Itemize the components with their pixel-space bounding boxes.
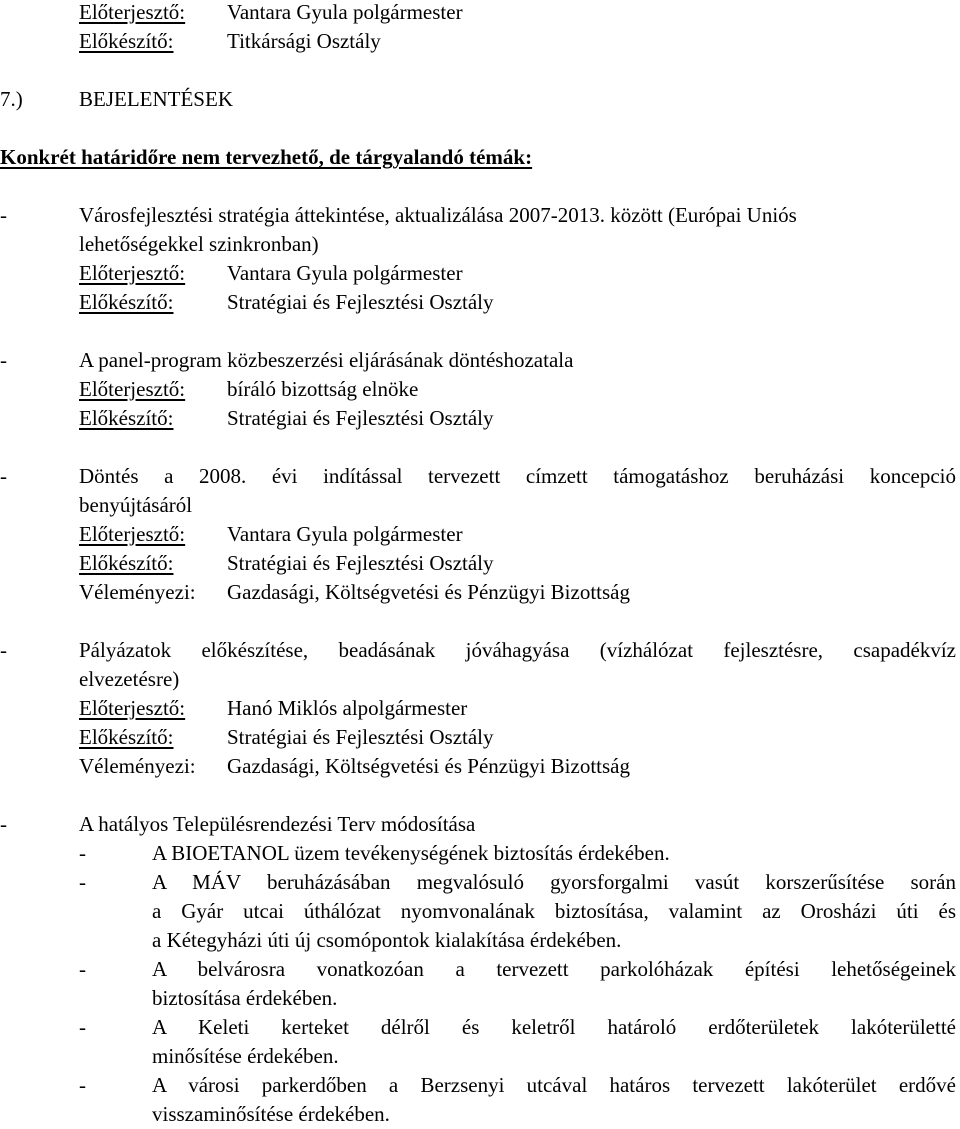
eloterjeszto-value: bíráló bizottság elnöke [227, 377, 419, 401]
elokeszito-value: Stratégiai és Fejlesztési Osztály [227, 290, 494, 314]
subitem-text: biztosítása érdekében. [152, 986, 338, 1010]
velemenyezi-label: Véleményezi: [79, 754, 196, 778]
list-item-text: benyújtásáról [79, 493, 193, 517]
list-item-bullet: - [0, 812, 7, 836]
subitem-bullet: - [79, 957, 86, 981]
velemenyezi-value: Gazdasági, Költségvetési és Pénzügyi Bizottság [227, 754, 630, 778]
elokeszito-value: Titkársági Osztály [227, 29, 381, 53]
list-item-text: Városfejlesztési stratégia áttekintése, aktualizálása 2007-2013. között (Európai Uniós [79, 203, 797, 227]
subitem-text: A Keleti kerteket délről és keletről határoló erdőterületek lakóterületté [152, 1015, 956, 1039]
elokeszito-label: Előkészítő: [79, 725, 174, 749]
subitem-bullet: - [79, 870, 86, 894]
item-elokeszito [79, 549, 494, 578]
item-elokeszito [79, 723, 494, 752]
subitem-text: A városi parkerdőben a Berzsenyi utcával határos tervezett lakóterület erdővé [152, 1073, 956, 1097]
section-heading [0, 85, 233, 114]
list-item-bullet: - [0, 464, 7, 488]
subitem-text: a Gyár utcai úthálózat nyomvonalának biztosítása, valamint az Orosházi úti és [152, 899, 956, 923]
section-title: BEJELENTÉSEK [79, 87, 233, 111]
item-eloterjeszto [79, 259, 463, 288]
eloterjeszto-value: Vantara Gyula polgármester [227, 522, 463, 546]
header-elokeszito [79, 27, 381, 56]
list-item-bullet: - [0, 348, 7, 372]
elokeszito-label: Előkészítő: [79, 29, 174, 53]
item-elokeszito [79, 404, 494, 433]
eloterjeszto-value: Vantara Gyula polgármester [227, 261, 463, 285]
velemenyezi-value: Gazdasági, Költségvetési és Pénzügyi Bizottság [227, 580, 630, 604]
list-item-text: Pályázatok előkészítése, beadásának jóváhagyása (vízhálózat fejlesztésre, csapadékvíz [79, 638, 956, 662]
item-eloterjeszto [79, 694, 467, 723]
subitem-text: A belvárosra vonatkozóan a tervezett parkolóházak építési lehetőségeinek [152, 957, 956, 981]
eloterjeszto-label: Előterjesztő: [79, 696, 186, 720]
section-number: 7.) [0, 87, 23, 111]
subitem-text: visszaminősítése érdekében. [152, 1102, 390, 1126]
subitem-text: minősítése érdekében. [152, 1044, 339, 1068]
subitem-bullet: - [79, 1073, 86, 1097]
list-item-bullet: - [0, 638, 7, 662]
subitem-text: a Kétegyházi úti új csomópontok kialakítása érdekében. [152, 928, 622, 952]
item-velemenyezi [79, 752, 630, 781]
velemenyezi-label: Véleményezi: [79, 580, 196, 604]
subitem-text: A BIOETANOL üzem tevékenységének biztosítás érdekében. [152, 841, 670, 865]
eloterjeszto-label: Előterjesztő: [79, 261, 186, 285]
elokeszito-value: Stratégiai és Fejlesztési Osztály [227, 725, 494, 749]
elokeszito-label: Előkészítő: [79, 406, 174, 430]
eloterjeszto-value: Hanó Miklós alpolgármester [227, 696, 468, 720]
eloterjeszto-label: Előterjesztő: [79, 377, 186, 401]
section-subtitle: Konkrét határidőre nem tervezhető, de tárgyalandó témák: [0, 145, 533, 169]
item-eloterjeszto [79, 375, 418, 404]
list-item-text: elvezetésre) [79, 667, 180, 691]
elokeszito-value: Stratégiai és Fejlesztési Osztály [227, 551, 494, 575]
elokeszito-value: Stratégiai és Fejlesztési Osztály [227, 406, 494, 430]
eloterjeszto-label: Előterjesztő: [79, 522, 186, 546]
subitem-bullet: - [79, 1015, 86, 1039]
item-eloterjeszto [79, 520, 463, 549]
elokeszito-label: Előkészítő: [79, 551, 174, 575]
eloterjeszto-label: Előterjesztő: [79, 0, 186, 24]
list-item-text: lehetőségekkel szinkronban) [79, 232, 319, 256]
item-velemenyezi [79, 578, 630, 607]
header-eloterjeszto [79, 0, 463, 27]
list-item-text: A hatályos Településrendezési Terv módosítása [79, 812, 476, 836]
subitem-bullet: - [79, 841, 86, 865]
subitem-text: A MÁV beruházásában megvalósuló gyorsforgalmi vasút korszerűsítése során [152, 870, 956, 894]
list-item-text: A panel-program közbeszerzési eljárásának döntéshozatala [79, 348, 574, 372]
list-item-bullet: - [0, 203, 7, 227]
item-elokeszito [79, 288, 494, 317]
elokeszito-label: Előkészítő: [79, 290, 174, 314]
list-item-text: Döntés a 2008. évi indítással tervezett címzett támogatáshoz beruházási koncepció [79, 464, 956, 488]
eloterjeszto-value: Vantara Gyula polgármester [227, 0, 463, 24]
